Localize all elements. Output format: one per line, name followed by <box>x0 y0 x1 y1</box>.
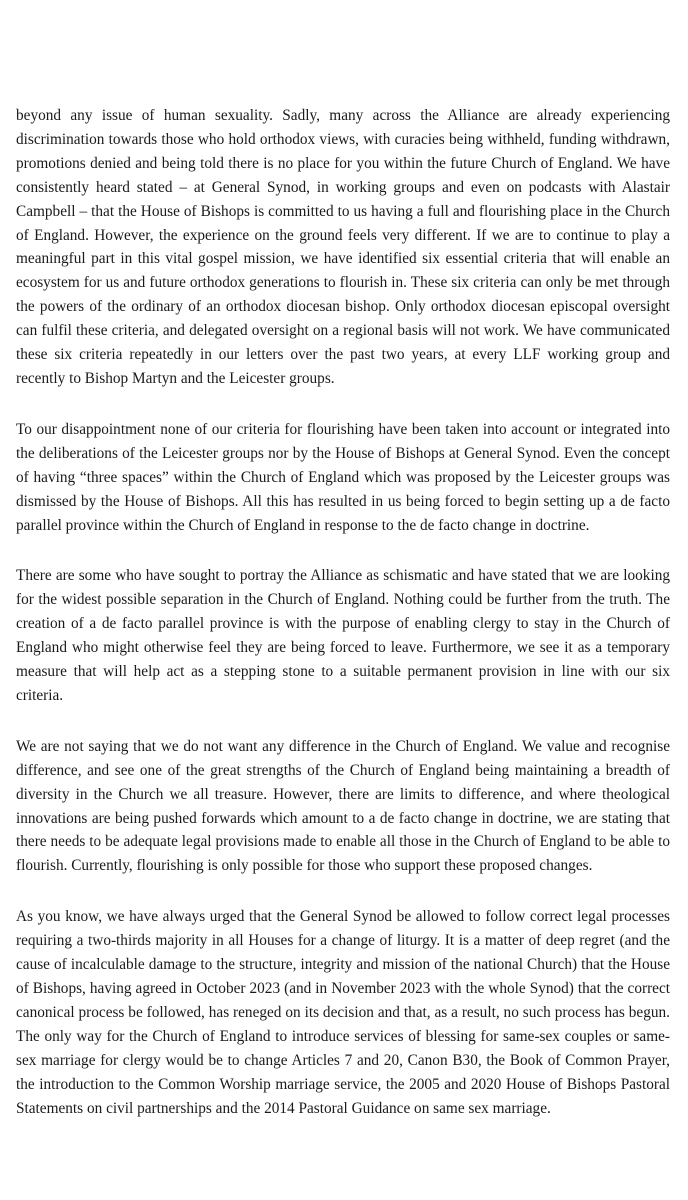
paragraph-2: To our disappointment none of our criteria for flourishing have been taken into account or integrated into the deliberations of the Leicester groups nor by the House of Bishops at General Synod. Even the concept of having “three spaces” within the Church of England which was proposed by the Leicester groups was dismissed by the House of Bishops. All this has resulted in us being forced to begin setting up a de facto parallel province within the Church of England in response to the de facto change in doctrine. <box>16 420 670 534</box>
paragraph-1: beyond any issue of human sexuality. Sadly, many across the Alliance are already experiencing discrimination towards those who hold orthodox views, with curacies being withheld, funding withdrawn, promotions denied and being told there is no place for you within the future Church of England. We have consistently heard stated – at General Synod, in working groups and even on podcasts with Alastair Campbell – that the House of Bishops is committed to us having a full and flourishing place in the Church of England. However, the experience on the ground feels very different. If we are to continue to play a meaningful part in this vital gospel mission, we have identified six essential criteria that will enable an ecosystem for us and future orthodox generations to flourish in. These six criteria can only be met through the powers of the ordinary of an orthodox diocesan bishop. Only orthodox diocesan episcopal oversight can fulfil these criteria, and delegated oversight on a regional basis will not work. We have communicated these six criteria repeatedly in our letters over the past two years, at every LLF working group and recently to Bishop Martyn and the Leicester groups. <box>16 107 670 387</box>
paragraph-3: There are some who have sought to portray the Alliance as schismatic and have stated that we are looking for the widest possible separation in the Church of England. Nothing could be further from the truth. The creation of a de facto parallel province is with the purpose of enabling clergy to stay in the Church of England who might otherwise feel they are being forced to leave. Furthermore, we see it as a temporary measure that will help act as a stepping stone to a suitable permanent provision in line with our six criteria. <box>16 567 670 704</box>
letter-body <box>16 104 670 1147</box>
paragraph-5: As you know, we have always urged that the General Synod be allowed to follow correct legal processes requiring a two-thirds majority in all Houses for a change of liturgy. It is a matter of deep regret (and the cause of incalculable damage to the structure, integrity and mission of the national Church) that the House of Bishops, having agreed in October 2023 (and in November 2023 with the whole Synod) that the correct canonical process be followed, has reneged on its decision and that, as a result, no such process has begun. The only way for the Church of England to introduce services of blessing for same-sex couples or same-sex marriage for clergy would be to change Articles 7 and 20, Canon B30, the Book of Common Prayer, the introduction to the Common Worship marriage service, the 2005 and 2020 House of Bishops Pastoral Statements on civil partnerships and the 2014 Pastoral Guidance on same sex marriage. <box>16 908 670 1117</box>
paragraph-4: We are not saying that we do not want any difference in the Church of England. We value and recognise difference, and see one of the great strengths of the Church of England being maintaining a breadth of diversity in the Church we all treasure. However, there are limits to difference, and where theological innovations are being pushed forwards which amount to a de facto change in doctrine, we are stating that there needs to be adequate legal provisions made to enable all those in the Church of England to be able to flourish. Currently, flourishing is only possible for those who support these proposed changes. <box>16 737 670 875</box>
